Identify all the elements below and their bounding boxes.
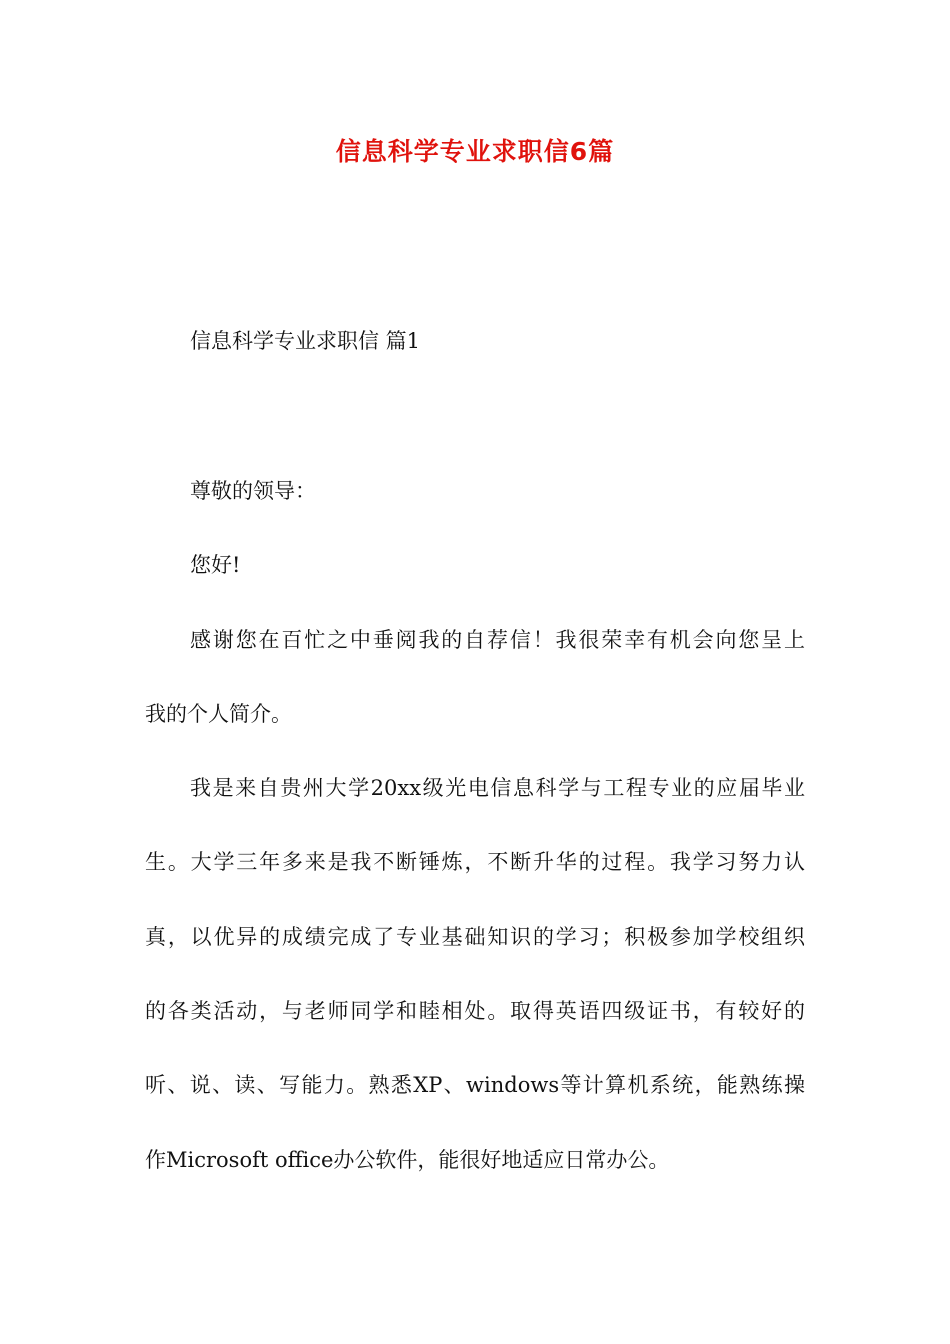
paragraph2-line4: 的各类活动，与老师同学和睦相处。取得英语四级证书，有较好的 bbox=[145, 999, 805, 1023]
greeting: 您好! bbox=[190, 553, 241, 577]
paragraph2-line3: 真，以优异的成绩完成了专业基础知识的学习；积极参加学校组织 bbox=[145, 925, 805, 949]
paragraph1-line1: 感谢您在百忙之中垂阅我的自荐信！我很荣幸有机会向您呈上 bbox=[190, 628, 805, 652]
section-heading: 信息科学专业求职信 篇1 bbox=[190, 329, 421, 353]
paragraph2-line2: 生。大学三年多来是我不断锤炼，不断升华的过程。我学习努力认 bbox=[145, 850, 805, 874]
salutation: 尊敬的领导： bbox=[190, 479, 316, 503]
paragraph2-line5: 听、说、读、写能力。熟悉XP、windows等计算机系统，能熟练操 bbox=[145, 1073, 805, 1097]
paragraph1-line2: 我的个人简介。 bbox=[145, 702, 292, 726]
paragraph2-line1: 我是来自贵州大学20xx级光电信息科学与工程专业的应届毕业 bbox=[190, 776, 805, 800]
paragraph2-line6: 作Microsoft office办公软件，能很好地适应日常办公。 bbox=[145, 1148, 670, 1172]
document-title: 信息科学专业求职信6篇 bbox=[335, 137, 615, 166]
